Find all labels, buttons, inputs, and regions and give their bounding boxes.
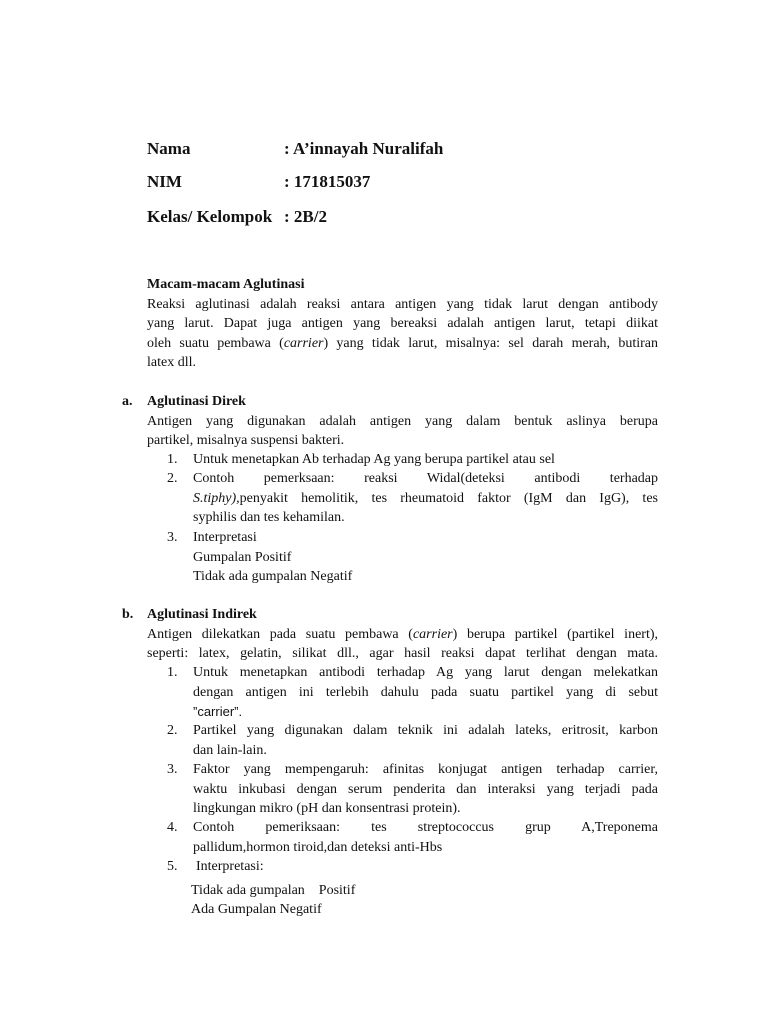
list-item-text: Tidak ada gumpalan Negatif (193, 569, 353, 584)
section-a-marker: a. (122, 394, 133, 409)
list-number: 2. (167, 471, 178, 486)
list-item-text: pallidum,hormon tiroid,dan deteksi anti-Hbs (193, 839, 443, 855)
list-item-text: Interpretasi (193, 530, 257, 545)
list-item-text: Untuk menetapkan antibodi terhadap Ag yang larut dengan melekatkan (193, 665, 658, 680)
list-item (193, 469, 658, 528)
section-b-marker: b. (122, 607, 134, 622)
section-a-line: partikel, misalnya suspensi bakteri. (147, 433, 345, 448)
list-item-text: syphilis dan tes kehamilan. (193, 510, 345, 525)
list-number: 1. (167, 665, 178, 680)
list-number: 5. (167, 859, 178, 874)
section-b-line: Antigen dilekatkan pada suatu pembawa (carrier) berupa partikel (partikel inert), (147, 626, 659, 642)
section-a-title: Aglutinasi Direk (147, 394, 246, 409)
section-b-title: Aglutinasi Indirek (147, 607, 257, 622)
intro-line: Reaksi aglutinasi adalah reaksi antara antigen yang tidak larut dengan antibody (147, 296, 658, 312)
list-item-text: waktu inkubasi dengan serum penderita dan interaksi yang terjadi pada (193, 781, 658, 797)
kelas-label: Kelas/ Kelompok (147, 207, 273, 226)
list-item-text: ”carrier”. (193, 704, 243, 719)
list-item (193, 721, 658, 760)
section-b-line: seperti: latex, gelatin, silikat dll., agar hasil reaksi dapat terlihat dengan mata. (147, 646, 658, 661)
list-item-text: Untuk menetapkan Ab terhadap Ag yang berupa partikel atau sel (193, 452, 555, 467)
list-item (193, 760, 658, 819)
intro-line: oleh suatu pembawa (carrier) yang tidak larut, misalnya: sel darah merah, butiran (147, 335, 658, 351)
interpretation-line: Tidak ada gumpalan Positif (191, 883, 356, 898)
intro-line: latex dll. (147, 355, 196, 370)
list-item-text: Gumpalan Positif (193, 549, 292, 565)
list-item (193, 818, 658, 857)
section-b-paragraph (147, 605, 658, 664)
list-item-text: Contoh pemerksaan: reaksi Widal(deteksi antibodi terhadap (193, 471, 658, 486)
nim-label: NIM (147, 172, 182, 191)
list-item-text: Interpretasi: (196, 859, 264, 874)
nama-value: : A’innayah Nuralifah (284, 139, 444, 158)
list-item (193, 663, 658, 722)
interpretation-line: Ada Gumpalan Negatif (191, 902, 322, 917)
kelas-value: : 2B/2 (284, 207, 327, 226)
section-a-paragraph (147, 392, 658, 451)
list-item-text: dengan antigen ini terlebih dahulu pada suatu partikel yang di sebut (193, 684, 658, 700)
list-item (196, 857, 656, 877)
list-number: 4. (167, 820, 178, 835)
list-item-text: Partikel yang digunakan dalam teknik ini adalah lateks, eritrosit, karbon (193, 723, 658, 738)
intro-line: yang larut. Dapat juga antigen yang bereaksi adalah antigen larut, tetapi diikat (147, 316, 658, 331)
nama-label: Nama (147, 139, 191, 158)
list-item-text: Faktor yang mempengaruh: afinitas konjugat antigen terhadap carrier, (193, 762, 658, 777)
list-number: 3. (167, 762, 178, 777)
list-item-text: S.tiphy),penyakit hemolitik, tes rheumatoid faktor (IgM dan IgG), tes (193, 490, 658, 506)
list-item (193, 450, 658, 470)
nim-value: : 171815037 (284, 172, 371, 191)
list-item-text: lingkungan mikro (pH dan konsentrasi protein). (193, 801, 461, 816)
list-item (193, 528, 658, 587)
list-number: 1. (167, 452, 178, 467)
list-item-text: dan lain-lain. (193, 742, 267, 758)
section-a-line: Antigen yang digunakan adalah antigen yang dalam bentuk aslinya berupa (147, 413, 658, 429)
list-item-text: Contoh pemeriksaan: tes streptococcus grup A,Treponema (193, 820, 658, 835)
intro-title: Macam-macam Aglutinasi (147, 277, 305, 292)
list-number: 3. (167, 530, 178, 545)
list-number: 2. (167, 723, 178, 738)
intro-paragraph (147, 275, 658, 373)
